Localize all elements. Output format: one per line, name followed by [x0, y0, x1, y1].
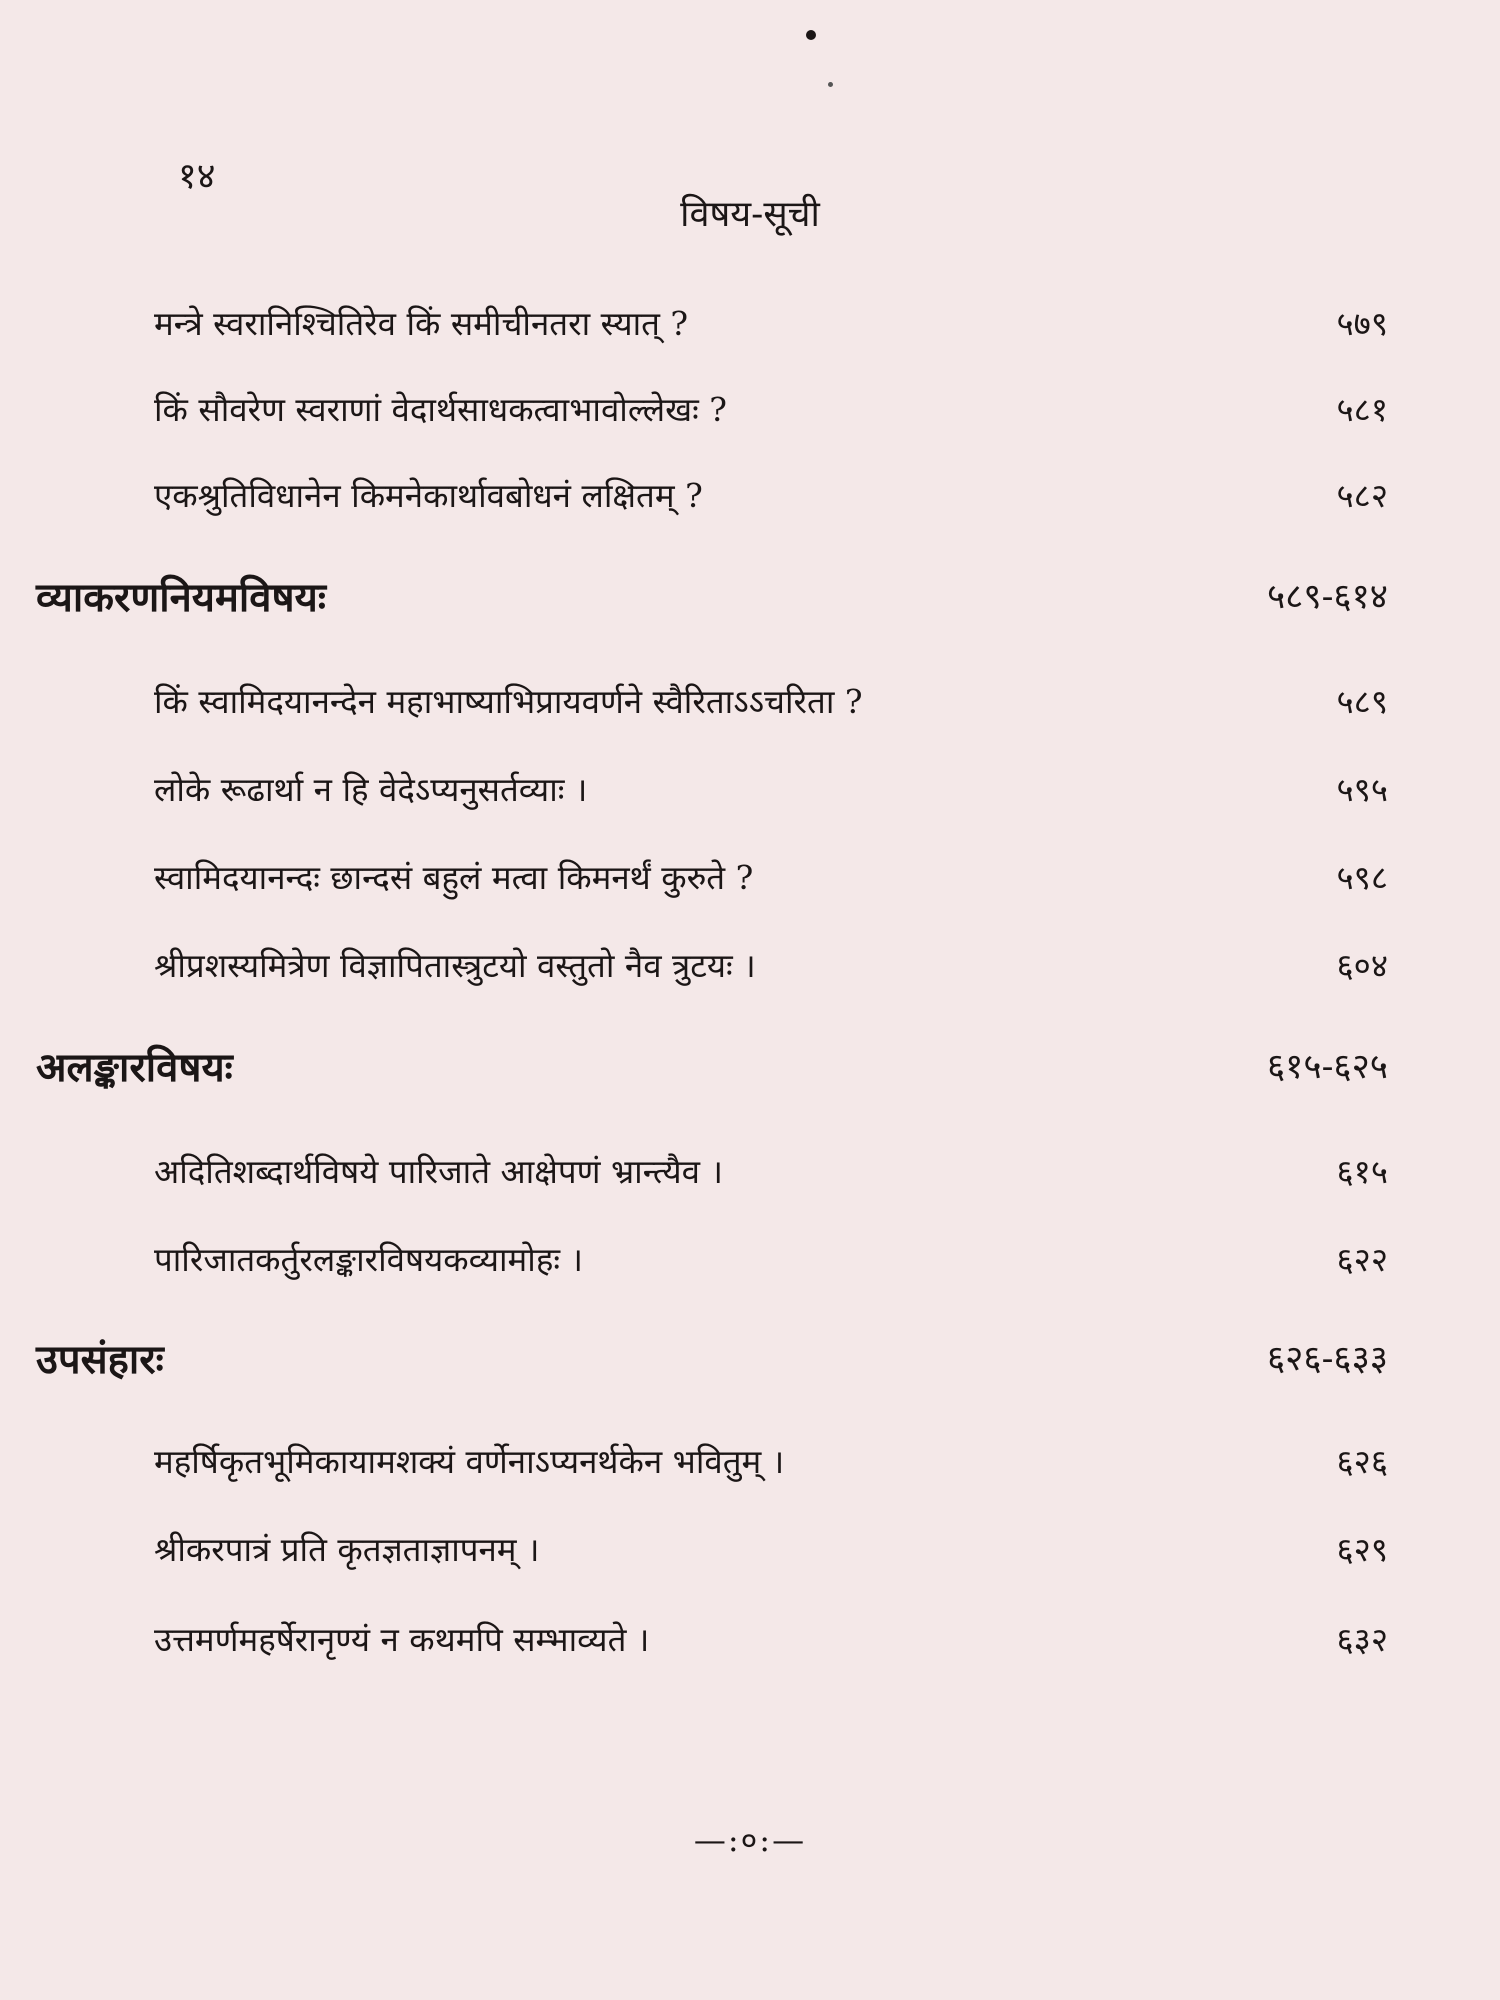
section-title: व्याकरणनियमविषयः	[36, 574, 326, 621]
toc-entry	[0, 1516, 1500, 1576]
entry-title: एकश्रुतिविधानेन किमनेकार्थावबोधनं लक्षितम् ?	[154, 476, 703, 515]
section-page-range: ५८९-६१४	[1266, 577, 1388, 617]
entry-title: श्रीप्रशस्यमित्रेण विज्ञापितास्त्रुटयो वस्तुतो नैव त्रुटयः ।	[154, 946, 756, 985]
entry-page: ६३२	[1336, 1620, 1388, 1659]
section-title: अलङ्कारविषयः	[36, 1044, 233, 1091]
ink-speck	[828, 82, 833, 87]
entry-title: लोके रूढार्था न हि वेदेऽप्यनुसर्तव्याः ।	[154, 770, 588, 809]
toc-entry	[0, 1428, 1500, 1488]
section-title: उपसंहारः	[36, 1336, 164, 1383]
toc-entry	[0, 462, 1500, 522]
entry-title: मन्त्रे स्वरानिश्चितिरेव किं समीचीनतरा स्यात् ?	[154, 304, 689, 343]
entry-title: महर्षिकृतभूमिकायामशक्यं वर्णेनाऽप्यनर्थकेन भवितुम् ।	[154, 1442, 785, 1481]
entry-page: ५९५	[1336, 770, 1388, 809]
entry-page: ५९८	[1336, 858, 1388, 897]
section-page-range: ६२६-६३३	[1266, 1339, 1388, 1379]
toc-section-heading	[0, 1326, 1500, 1386]
entry-page: ५८१	[1336, 390, 1388, 429]
entry-page: ६०४	[1336, 946, 1388, 985]
entry-title: किं स्वामिदयानन्देन महाभाष्याभिप्रायवर्णने स्वैरिताऽऽचरिता ?	[154, 682, 863, 721]
entry-title: उत्तमर्णमहर्षेरानृण्यं न कथमपि सम्भाव्यते ।	[154, 1620, 650, 1659]
toc-entry	[0, 1226, 1500, 1286]
ink-dot	[806, 30, 816, 40]
entry-title: स्वामिदयानन्दः छान्दसं बहुलं मत्वा किमनर्थं कुरुते ?	[154, 858, 754, 897]
page-number: १४	[178, 156, 216, 197]
entry-title: किं सौवरेण स्वराणां वेदार्थसाधकत्वाभावोल्लेखः ?	[154, 390, 727, 429]
entry-page: ५८२	[1336, 476, 1388, 515]
toc-section-heading	[0, 564, 1500, 624]
entry-page: ६२९	[1336, 1530, 1388, 1569]
toc-section-heading	[0, 1034, 1500, 1094]
toc-entry	[0, 756, 1500, 816]
entry-title: श्रीकरपात्रं प्रति कृतज्ञताज्ञापनम् ।	[154, 1530, 540, 1569]
toc-entry	[0, 1606, 1500, 1666]
toc-entry	[0, 290, 1500, 350]
end-ornament: —:०:—	[693, 1821, 807, 1859]
entry-title: अदितिशब्दार्थविषये पारिजाते आक्षेपणं भ्रान्त्यैव ।	[154, 1152, 723, 1191]
entry-page: ५७९	[1336, 304, 1388, 343]
entry-page: ५८९	[1336, 682, 1388, 721]
toc-entry	[0, 376, 1500, 436]
toc-entry	[0, 668, 1500, 728]
entry-page: ६२६	[1336, 1442, 1388, 1481]
toc-entry	[0, 1138, 1500, 1198]
section-page-range: ६१५-६२५	[1266, 1047, 1388, 1087]
entry-title: पारिजातकर्तुरलङ्कारविषयकव्यामोहः ।	[154, 1240, 584, 1279]
entry-page: ६१५	[1336, 1152, 1388, 1191]
entry-page: ६२२	[1336, 1240, 1388, 1279]
toc-entry	[0, 844, 1500, 904]
running-head: विषय-सूची	[680, 194, 820, 235]
toc-entry	[0, 932, 1500, 992]
